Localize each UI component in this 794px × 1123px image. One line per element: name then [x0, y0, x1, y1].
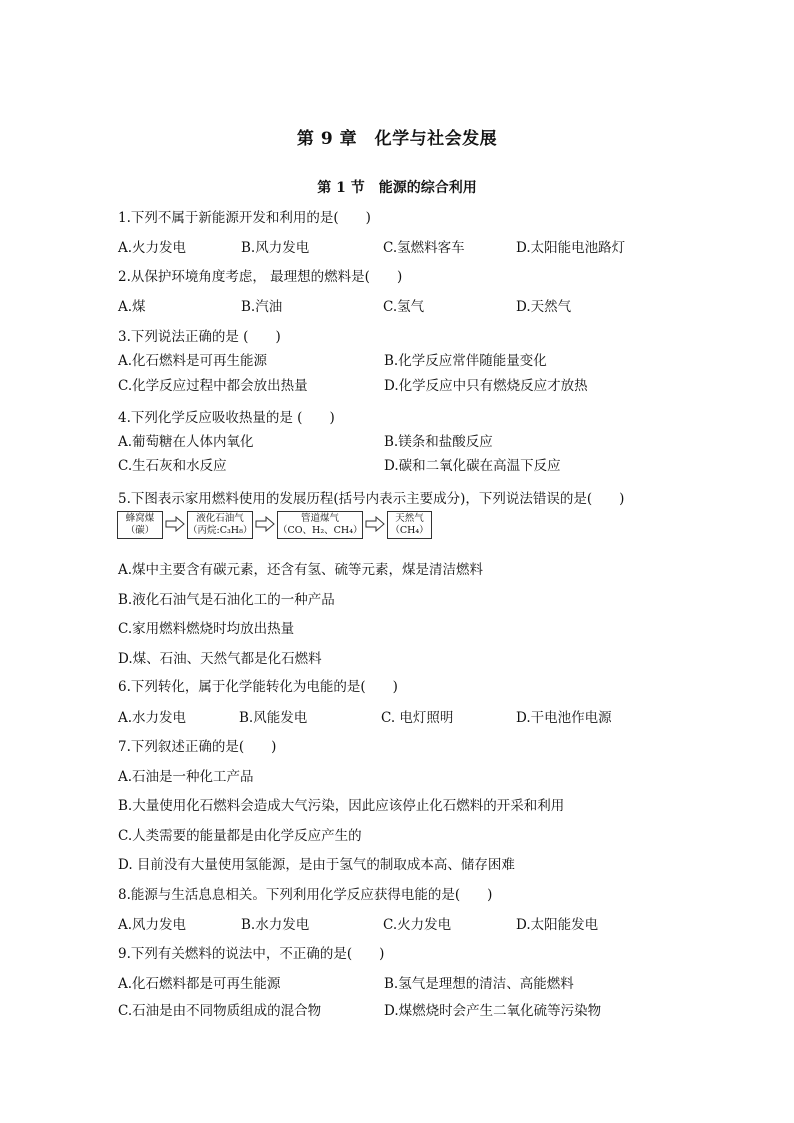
flow-arrow-icon	[365, 516, 385, 532]
question-9-stem: 9.下列有关燃料的说法中，不正确的是( )	[118, 946, 385, 962]
q7-option-b: B.大量使用化石燃料会造成大气污染，因此应该停止化石燃料的开采和利用	[118, 798, 565, 814]
q2-option-b: B.汽油	[241, 299, 283, 315]
q2-option-a: A.煤	[118, 299, 146, 315]
question-4-stem: 4.下列化学反应吸收热量的是 ( )	[118, 410, 335, 426]
q5-option-b: B.液化石油气是石油化工的一种产品	[118, 592, 335, 608]
q5-option-c: C.家用燃料燃烧时均放出热量	[118, 621, 295, 637]
q5-option-d: D.煤、石油、天然气都是化石燃料	[118, 651, 322, 667]
q3-option-b: B.化学反应常伴随能量变化	[384, 353, 547, 369]
q8-option-d: D.太阳能发电	[516, 917, 599, 933]
section-title: 第 1 节 能源的综合利用	[317, 180, 477, 196]
flow-arrow-icon	[165, 516, 185, 532]
fuel-development-flowchart	[117, 511, 429, 541]
q3-option-a: A.化石燃料是可再生能源	[118, 353, 268, 369]
q9-option-d: D.煤燃烧时会产生二氧化硫等污染物	[384, 1003, 602, 1019]
q6-option-b: B.风能发电	[239, 710, 308, 726]
q5-option-a: A.煤中主要含有碳元素，还含有氢、硫等元素，煤是清洁燃料	[118, 562, 484, 578]
q6-option-a: A.水力发电	[118, 710, 187, 726]
flow-box-natural-gas: 天然气 （CH₄）	[387, 511, 432, 539]
flow-box-honeycomb-coal: 蜂窝煤 （碳）	[117, 511, 163, 539]
q6-option-d: D.干电池作电源	[516, 710, 612, 726]
question-3-stem: 3.下列说法正确的是 ( )	[118, 329, 281, 345]
question-2-stem: 2.从保护环境角度考虑， 最理想的燃料是( )	[118, 269, 403, 285]
q1-option-d: D.太阳能电池路灯	[516, 240, 626, 256]
flow-arrow-icon	[255, 516, 275, 532]
q3-option-c: C.化学反应过程中都会放出热量	[118, 378, 308, 394]
q7-option-c: C.人类需要的能量都是由化学反应产生的	[118, 828, 362, 844]
q2-option-c: C.氢气	[383, 299, 425, 315]
question-8-stem: 8.能源与生活息息相关。下列利用化学反应获得电能的是( )	[118, 887, 493, 903]
q1-option-b: B.风力发电	[241, 240, 310, 256]
q6-option-c: C. 电灯照明	[381, 710, 454, 726]
chapter-title: 第 9 章 化学与社会发展	[296, 129, 498, 149]
q4-option-c: C.生石灰和水反应	[118, 458, 227, 474]
q4-option-b: B.镁条和盐酸反应	[384, 434, 493, 450]
q2-option-d: D.天然气	[516, 299, 572, 315]
question-5-stem: 5.下图表示家用燃料使用的发展历程(括号内表示主要成分)，下列说法错误的是( )	[118, 491, 625, 507]
q4-option-a: A.葡萄糖在人体内氧化	[118, 434, 254, 450]
q3-option-d: D.化学反应中只有燃烧反应才放热	[384, 378, 588, 394]
q8-option-c: C.火力发电	[383, 917, 452, 933]
question-7-stem: 7.下列叙述正确的是( )	[118, 739, 277, 755]
flow-box-lpg: 液化石油气 （丙烷:C₃H₈）	[187, 511, 253, 539]
q8-option-b: B.水力发电	[241, 917, 310, 933]
q9-option-a: A.化石燃料都是可再生能源	[118, 976, 281, 992]
q1-option-a: A.火力发电	[118, 240, 187, 256]
q4-option-d: D.碳和二氧化碳在高温下反应	[384, 458, 561, 474]
q9-option-c: C.石油是由不同物质组成的混合物	[118, 1003, 322, 1019]
q1-option-c: C.氢燃料客车	[383, 240, 465, 256]
q7-option-a: A.石油是一种化工产品	[118, 769, 254, 785]
q7-option-d: D. 目前没有大量使用氢能源，是由于氢气的制取成本高、储存困难	[118, 857, 515, 873]
question-6-stem: 6.下列转化，属于化学能转化为电能的是( )	[118, 679, 398, 695]
q9-option-b: B.氢气是理想的清洁、高能燃料	[384, 976, 574, 992]
question-1-stem: 1.下列不属于新能源开发和利用的是( )	[118, 210, 371, 226]
q8-option-a: A.风力发电	[118, 917, 187, 933]
flow-box-pipeline-gas: 管道煤气 （CO、H₂、CH₄）	[277, 511, 363, 539]
